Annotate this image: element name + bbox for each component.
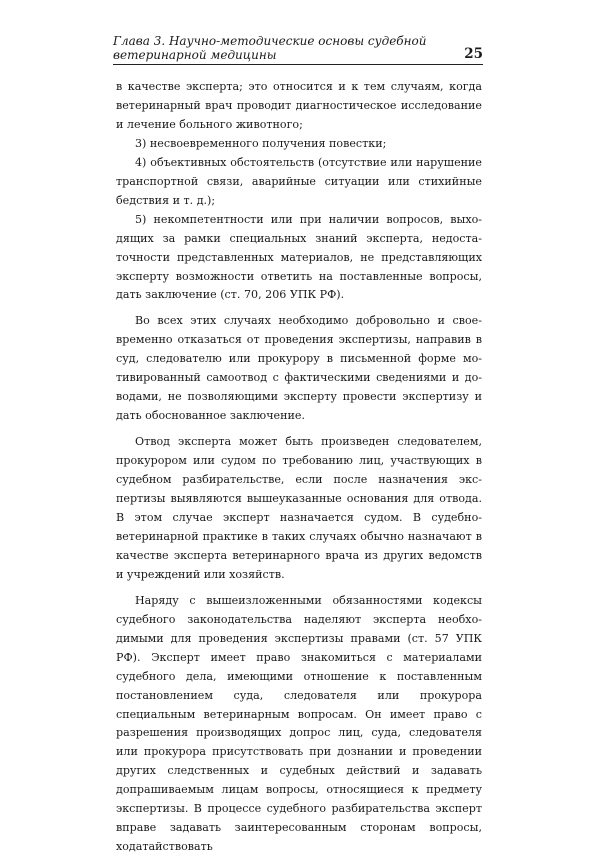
header-rule: [113, 64, 483, 65]
page-number: 25: [464, 46, 483, 62]
list-item: 5) некомпетентности или при наличии вопросов, выходящих за рамки специальных знаний эксперта, недостаточности представленных материалов, не представляющих эксперту возможности ответить на поставленные вопросы, дать заключение (ст. 70, 206 УПК РФ).: [116, 212, 482, 302]
body-text: [116, 78, 482, 857]
paragraph: Во всех этих случаях необходимо добровольно и своевременно отказаться от проведения экспертизы, направив в суд, следователю или прокурору в письменной форме мотивированный самоотвод с фактическими сведениями и доводами, не позволяющими эксперту провести экспертизу и дать обоснованное заключение.: [116, 314, 482, 423]
paragraph: в качестве эксперта; это относится и к тем случаям, когда ветеринарный врач проводит диагностическое исследование и лечение больного животного;: [116, 80, 482, 131]
paragraph: Отвод эксперта может быть произведен следователем, прокурором или судом по требованию лиц, участвующих в судебном разбирательстве, если после назначения экспертизы выявляются вышеуказанные основания для отвода. В этом случае эксперт назначается судом. В судебно-ветеринарной практике в таких случаях обычно назначают в качестве эксперта ветеринарного врача из других ведомств и учреждений или хозяйств.: [116, 435, 482, 581]
list-item: 3) несвоевременного получения повестки;: [135, 136, 387, 150]
running-head: [113, 34, 483, 62]
list-item: 4) объективных обстоятельств (отсутствие или нарушение транспортной связи, аварийные ситуации или стихийные бедствия и т. д.);: [116, 155, 482, 207]
paragraph: Наряду с вышеизложенными обязанностями кодексы судебного законодательства наделяют эксперта необходимыми для проведения экспертизы правами (ст. 57 УПК РФ). Эксперт имеет право знакомиться с материалами судебного дела, имеющими отношение к поставленным постановлением суда, следователя или прокурора специальным ветеринарным вопросам. Он имеет право с разрешения производящих допрос лиц, суда, следователя или прокурора присутствовать при дознании и проведении других следственных и судебных действий и задавать допрашиваемым лицам вопросы, относящиеся к предмету экспертизы. В процессе судебного разбирательства эксперт вправе задавать заинтересованным сторонам вопросы, ходатайствовать: [116, 593, 482, 854]
chapter-title: Глава 3. Научно-методические основы судебной ветеринарной медицины: [113, 34, 427, 62]
